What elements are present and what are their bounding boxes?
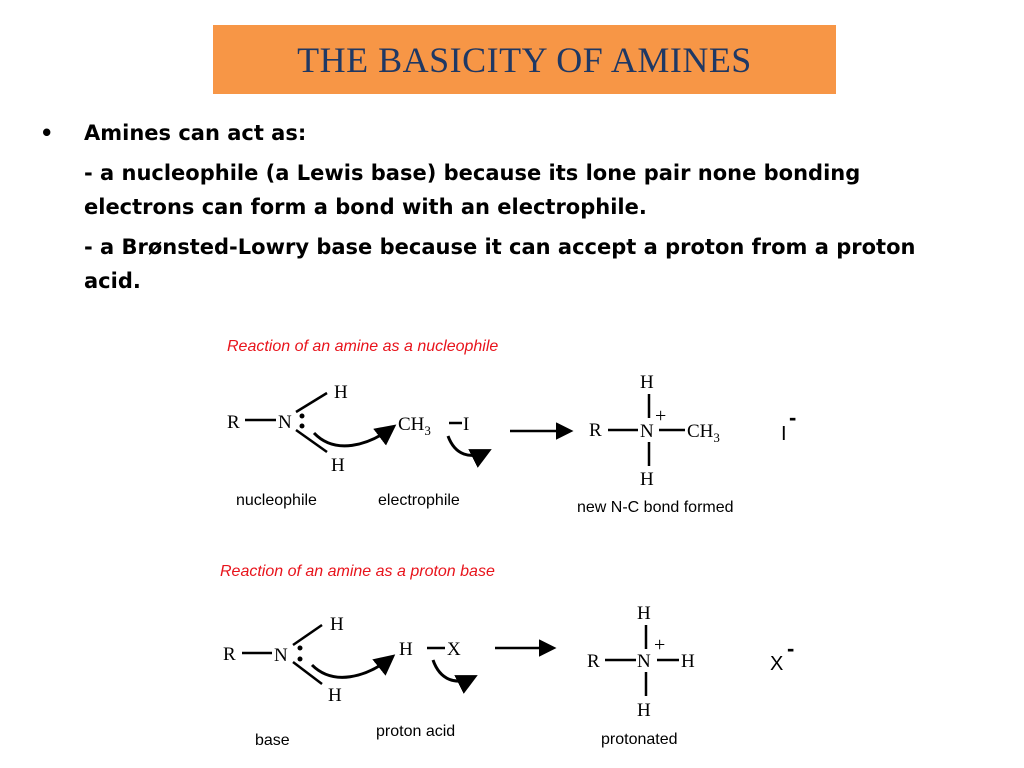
methyl-iodide	[398, 414, 469, 438]
negative-charge: -	[787, 636, 795, 661]
proton-acid-hx	[399, 639, 461, 660]
label-protonated: protonated	[601, 731, 678, 748]
curved-arrow-lone-pair	[314, 427, 393, 446]
x-label: X	[447, 639, 461, 660]
ch3-label: $CH_3$	[398, 414, 431, 438]
curved-arrow-leaving-group	[448, 436, 488, 455]
lone-pair-dot	[298, 657, 303, 662]
r-group-label: R	[223, 644, 236, 665]
label-proton-acid: proton acid	[376, 723, 456, 740]
bullet-main-text: Amines can act as:	[84, 121, 307, 145]
r-group-label: R	[589, 420, 602, 441]
hydrogen-label: H	[331, 455, 345, 476]
curved-arrow-lone-pair	[312, 657, 392, 677]
conjugate-base-ion: X	[770, 653, 784, 675]
ch3-label: $CH_3$	[687, 421, 720, 445]
label-base: base	[255, 732, 290, 749]
bond-n-h	[293, 625, 322, 645]
positive-charge: +	[655, 405, 667, 427]
hydrogen-label: H	[637, 700, 651, 721]
label-nucleophile: nucleophile	[236, 492, 317, 509]
lone-pair-dot	[300, 414, 305, 419]
amine-molecule-2	[223, 614, 344, 706]
lone-pair-dot	[300, 424, 305, 429]
bond-n-h	[296, 393, 327, 412]
hydrogen-label: H	[640, 469, 654, 490]
product-ammonium-1	[589, 372, 720, 490]
hydrogen-label: H	[330, 614, 344, 635]
lone-pair-dot	[298, 646, 303, 651]
reaction2-caption: Reaction of an amine as a proton base	[220, 563, 495, 580]
curved-arrow-leaving-group	[433, 660, 474, 681]
hydrogen-label: H	[328, 685, 342, 706]
r-group-label: R	[587, 651, 600, 672]
hydrogen-label: H	[637, 603, 651, 624]
nitrogen-label: N	[640, 421, 654, 442]
negative-charge: -	[789, 405, 797, 430]
product-ammonium-2	[587, 603, 695, 721]
sub-point-nucleophile: - a nucleophile (a Lewis base) because its lone pair none bonding electrons can form a bond with an electrophile.	[84, 161, 861, 219]
hydrogen-label: H	[681, 651, 695, 672]
sub-point-bronsted: - a Brønsted-Lowry base because it can accept a proton from a proton acid.	[84, 235, 916, 293]
iodide-ion: I	[781, 423, 787, 445]
r-group-label: R	[227, 412, 240, 433]
hydrogen-label: H	[640, 372, 654, 393]
bullet-icon: •	[40, 121, 54, 145]
label-new-bond: new N-C bond formed	[577, 499, 734, 516]
iodine-label: I	[463, 414, 470, 435]
reaction1-caption: Reaction of an amine as a nucleophile	[227, 338, 499, 355]
positive-charge: +	[654, 634, 666, 656]
amine-molecule-1	[227, 382, 348, 476]
nitrogen-label: N	[274, 645, 288, 666]
label-electrophile: electrophile	[378, 492, 460, 509]
nitrogen-label: N	[278, 412, 292, 433]
page-title: THE BASICITY OF AMINES	[297, 39, 752, 80]
nitrogen-label: N	[637, 651, 651, 672]
hydrogen-label: H	[399, 639, 413, 660]
hydrogen-label: H	[334, 382, 348, 403]
bond-n-h	[293, 662, 322, 684]
